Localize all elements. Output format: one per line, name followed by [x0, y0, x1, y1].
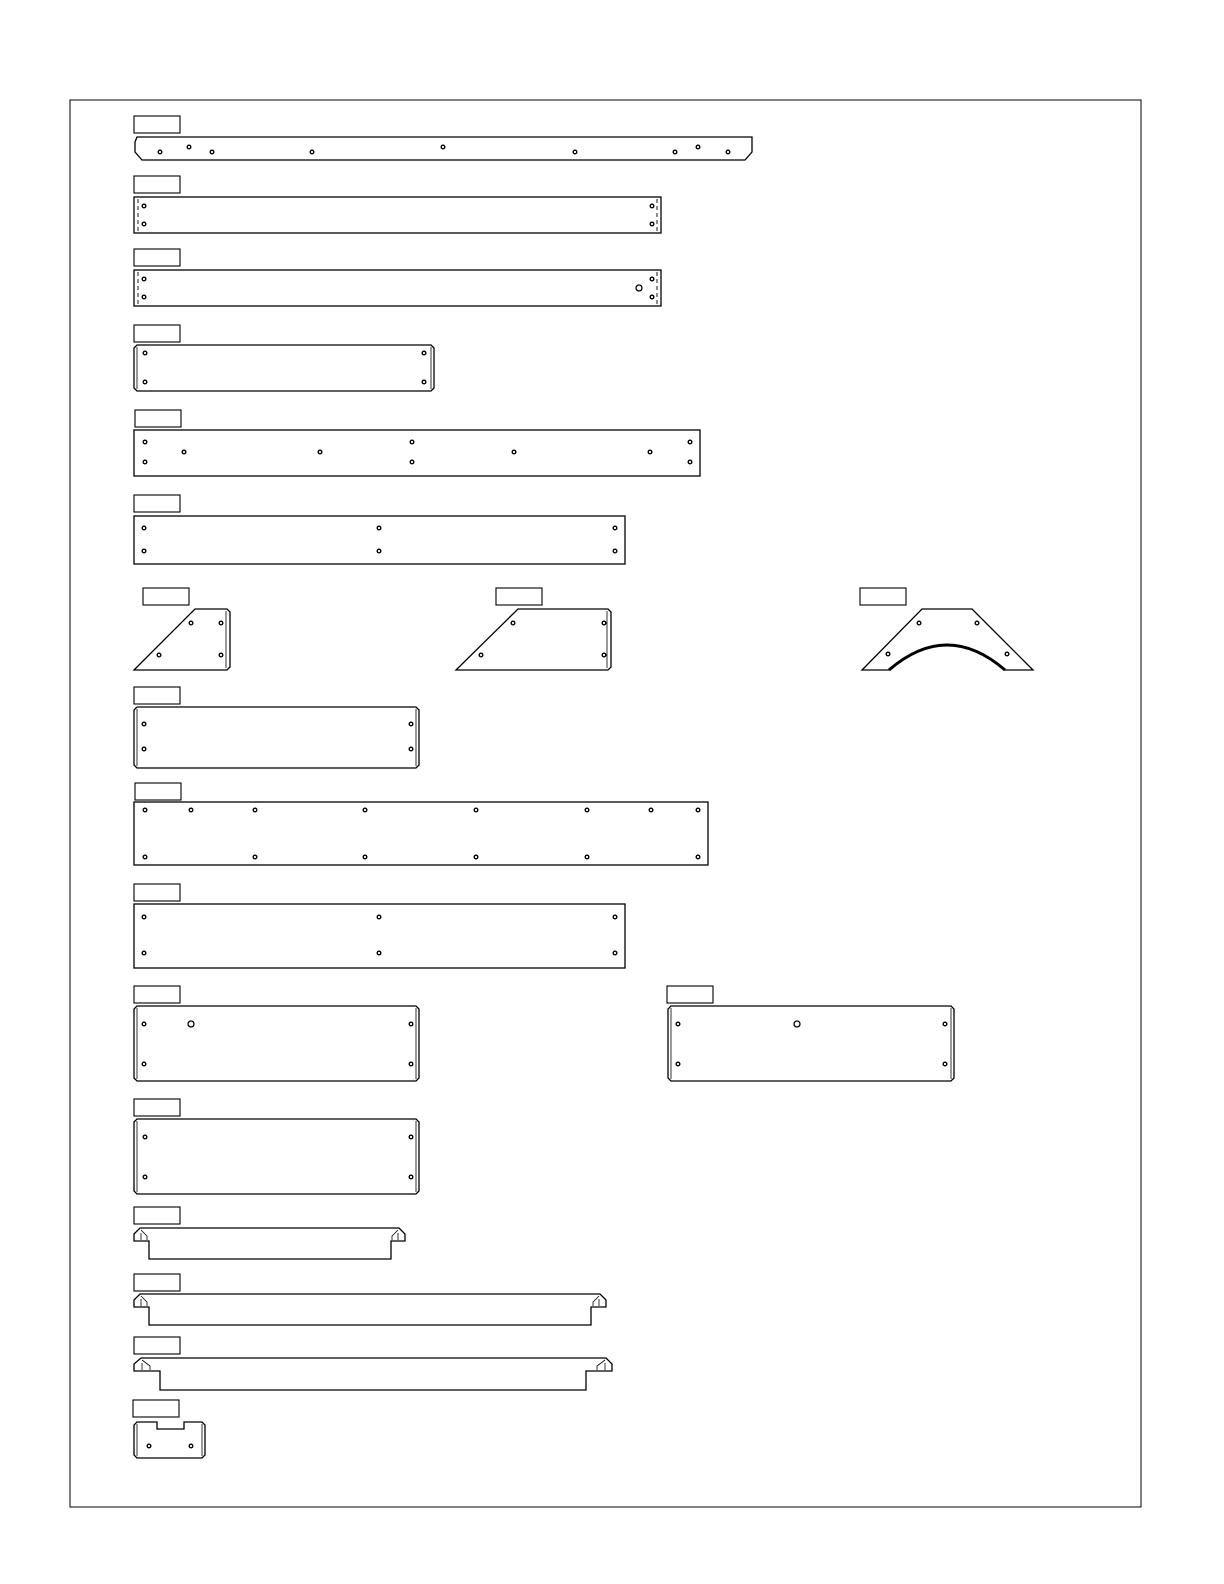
part-panel-tall-long [134, 783, 708, 865]
part-rail-long-chamfered [134, 116, 752, 160]
part-label-box [134, 116, 180, 133]
part-label-box [134, 325, 180, 342]
part-label-box [134, 884, 180, 901]
part-label-box [134, 986, 180, 1003]
part-label-box [134, 1099, 180, 1116]
part-panel-wide-2 [134, 495, 625, 564]
part-label-box [134, 176, 180, 193]
part-label-box [496, 588, 542, 605]
part-label-box [134, 249, 180, 266]
part-label-box [860, 588, 906, 605]
part-gusset-small [134, 588, 230, 670]
part-panel-side-right [667, 986, 954, 1081]
part-arch-bracket [860, 588, 1033, 670]
part-panel-1 [134, 176, 661, 233]
part-label-box [134, 495, 180, 512]
part-panel-side-3 [134, 1099, 419, 1194]
part-tray-short [134, 1207, 405, 1259]
part-label-box [134, 1274, 180, 1291]
part-label-box [134, 687, 180, 704]
part-label-box [134, 1337, 180, 1354]
part-panel-short-2 [134, 687, 419, 768]
part-gusset-medium [456, 588, 611, 670]
part-label-box [135, 783, 181, 800]
part-panel-side-left [134, 986, 419, 1081]
part-tray-long [134, 1337, 612, 1390]
part-bracket-small [133, 1400, 205, 1458]
part-label-box [133, 1400, 179, 1417]
part-label-box [667, 986, 713, 1003]
part-label-box [135, 410, 181, 427]
part-label-box [134, 1207, 180, 1224]
part-tray-medium [134, 1274, 606, 1325]
part-panel-2 [134, 249, 661, 306]
part-panel-short-1 [134, 325, 434, 391]
part-panel-tall-2 [134, 884, 625, 968]
part-label-box [143, 588, 189, 605]
part-panel-wide-1 [134, 410, 700, 476]
